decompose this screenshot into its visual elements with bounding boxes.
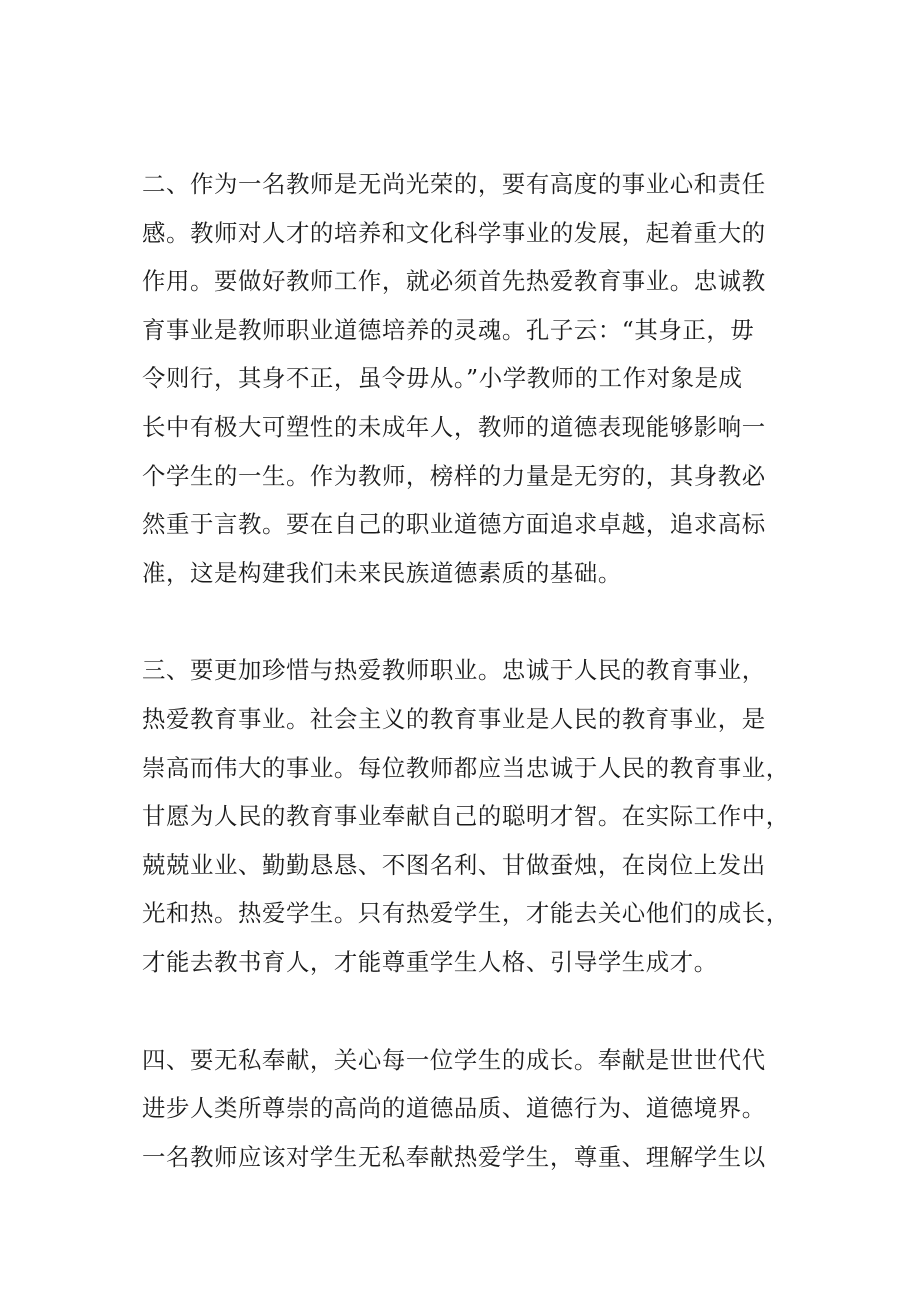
paragraph-3: [142, 646, 792, 986]
text-line: 个学生的一生。作为教师，榜样的力量是无穷的，其身教必: [142, 461, 766, 490]
text-line: 感。教师对人才的培养和文化科学事业的发展，起着重大的: [142, 218, 766, 247]
text-line: 甘愿为人民的教育事业奉献自己的聪明才智。在实际工作中，: [142, 802, 790, 831]
text-line: 二、作为一名教师是无尚光荣的，要有高度的事业心和责任: [142, 170, 766, 198]
text-line: 四、要无私奉献，关心每一位学生的成长。奉献是世世代代: [142, 1045, 766, 1074]
paragraph-2: [142, 160, 792, 597]
paragraph-4: [142, 1036, 792, 1182]
text-line: 长中有极大可塑性的未成年人，教师的道德表现能够影响一: [142, 412, 766, 441]
text-line: 育事业是教师职业道德培养的灵魂。孔子云：“其身正，毋: [142, 315, 755, 344]
text-line: 一名教师应该对学生无私奉献热爱学生，尊重、理解学生以: [142, 1142, 766, 1171]
text-line: 光和热。热爱学生。只有热爱学生，才能去关心他们的成长，: [142, 899, 790, 928]
text-line: 热爱教育事业。社会主义的教育事业是人民的教育事业，是: [142, 704, 766, 733]
text-line: 三、要更加珍惜与热爱教师职业。忠诚于人民的教育事业，: [142, 656, 766, 685]
text-line: 才能去教书育人，才能尊重学生人格、引导学生成才。: [142, 947, 718, 976]
text-line: 准，这是构建我们未来民族道德素质的基础。: [142, 558, 622, 587]
text-line: 然重于言教。要在自己的职业道德方面追求卓越，追求高标: [142, 510, 766, 539]
text-line: 令则行，其身不正，虽令毋从。”小学教师的工作对象是成: [142, 364, 743, 393]
text-line: 作用。要做好教师工作，就必须首先热爱教育事业。忠诚教: [142, 267, 766, 296]
text-line: 进步人类所尊崇的高尚的道德品质、道德行为、道德境界。: [142, 1094, 766, 1123]
text-line: 兢兢业业、勤勤恳恳、不图名利、甘做蚕烛，在岗位上发出: [142, 850, 766, 879]
text-line: 崇高而伟大的事业。每位教师都应当忠诚于人民的教育事业，: [142, 753, 790, 782]
document-body: [142, 160, 792, 1181]
